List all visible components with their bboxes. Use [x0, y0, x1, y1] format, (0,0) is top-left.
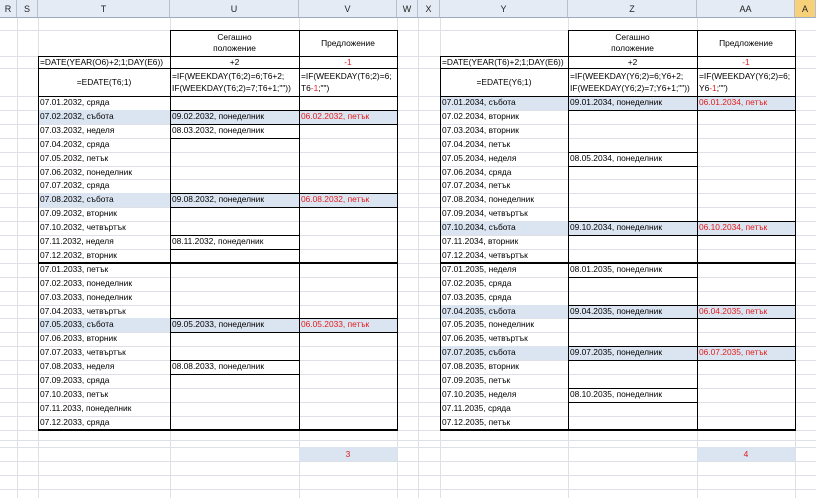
cell-border — [299, 318, 397, 319]
date-cell[interactable]: 07.05.2034, неделя — [442, 152, 517, 163]
date-cell[interactable]: 07.01.2035, неделя — [442, 263, 517, 274]
date-cell[interactable]: 07.02.2032, събота — [38, 110, 170, 124]
date-cell[interactable]: 07.02.2033, понеделник — [40, 277, 132, 288]
cell-border — [299, 110, 397, 111]
date-cell[interactable]: 07.06.2033, вторник — [40, 333, 117, 344]
cell-border — [440, 56, 441, 430]
formula-line — [699, 82, 793, 94]
current-state-cell[interactable]: 08.08.2033, понеделник — [172, 361, 264, 372]
count-cell[interactable]: 4 — [697, 447, 795, 461]
cell-border — [568, 30, 569, 430]
cell-border — [697, 221, 795, 222]
current-state-cell[interactable]: 09.04.2035, понеделник — [568, 305, 697, 319]
cell-border — [697, 346, 795, 347]
date-cell[interactable]: 07.04.2035, събота — [440, 305, 568, 319]
column-header-x[interactable]: X — [418, 0, 440, 18]
cell-border — [38, 96, 398, 97]
date-cell[interactable]: 07.09.2035, петък — [442, 375, 511, 385]
cell-border — [170, 249, 299, 250]
date-cell[interactable]: 07.10.2034, събота — [440, 221, 568, 235]
cell-border — [170, 374, 299, 375]
current-state-cell[interactable]: 09.08.2032, понеделник — [170, 193, 299, 207]
cell-border — [170, 318, 299, 319]
cell-border — [38, 262, 398, 264]
header-current-line2: положение — [213, 43, 256, 53]
cell-border — [568, 388, 697, 389]
proposal-cell[interactable]: 06.01.2034, петък — [697, 96, 795, 110]
cell-border — [38, 56, 398, 57]
header-current-line2: положение — [611, 43, 654, 53]
column-header-y[interactable]: Y — [440, 0, 568, 18]
date-cell[interactable]: 07.08.2032, събота — [38, 193, 170, 207]
cell-border — [568, 402, 697, 403]
cell-border — [440, 96, 796, 97]
date-cell[interactable]: 07.09.2032, вторник — [40, 208, 117, 219]
date-cell[interactable]: 07.05.2032, петък — [40, 152, 109, 163]
formula-line — [301, 82, 395, 94]
gridline — [0, 440, 816, 441]
formula-edate-cell[interactable]: =EDATE(T6;1) — [76, 77, 132, 87]
date-cell[interactable]: 07.08.2034, понеделник — [442, 194, 534, 205]
cell-border — [568, 110, 697, 111]
date-cell[interactable]: 07.05.2033, събота — [38, 318, 170, 332]
date-cell[interactable]: 07.11.2035, сряда — [442, 402, 511, 413]
cell-border — [697, 305, 795, 306]
date-cell[interactable]: 07.03.2035, сряда — [442, 291, 512, 302]
column-header-a[interactable]: A — [795, 0, 816, 18]
date-cell[interactable]: 07.11.2032, неделя — [40, 236, 114, 246]
gridline — [418, 18, 419, 498]
gridline — [0, 447, 816, 448]
cell-border — [170, 193, 299, 194]
formula-token: T6 — [301, 83, 311, 93]
proposal-cell[interactable]: 06.02.2032, петък — [299, 110, 397, 124]
date-cell[interactable]: 07.10.2032, четвъртък — [40, 222, 126, 233]
date-cell[interactable]: 07.01.2033, петък — [40, 263, 109, 274]
formula-if-proposal-cell[interactable] — [697, 68, 795, 96]
cell-border — [440, 429, 796, 431]
date-cell[interactable]: 07.04.2034, петък — [442, 138, 511, 149]
current-state-cell[interactable]: 09.02.2032, понеделник — [170, 110, 299, 124]
cell-border — [299, 30, 300, 430]
date-cell[interactable]: 07.04.2032, сряда — [40, 138, 110, 149]
cell-border — [568, 263, 697, 264]
header-proposal[interactable]: Предложение — [321, 38, 375, 48]
header-current-line1: Сегашно — [615, 32, 650, 42]
current-state-cell[interactable]: 08.10.2035, понеделник — [570, 388, 662, 399]
date-cell[interactable]: 07.11.2033, понеделник — [40, 402, 132, 413]
cell-border — [170, 30, 171, 430]
date-cell[interactable]: 07.09.2033, сряда — [40, 375, 110, 385]
cell-border — [170, 235, 299, 236]
date-cell[interactable]: 07.08.2035, вторник — [442, 361, 519, 372]
current-state-cell[interactable]: 09.10.2034, понеделник — [568, 221, 697, 235]
date-cell[interactable]: 07.07.2035, събота — [440, 346, 568, 360]
cell-border — [440, 56, 796, 57]
gridline — [0, 489, 816, 490]
cell-border — [697, 360, 795, 361]
cell-border — [38, 56, 39, 430]
formula-token: -1 — [709, 83, 717, 93]
cell-border — [697, 235, 795, 236]
column-header-s[interactable]: S — [17, 0, 38, 18]
column-header-w[interactable]: W — [397, 0, 418, 18]
current-state-cell[interactable]: 08.11.2032, понеделник — [172, 236, 264, 246]
cell-border — [170, 332, 299, 333]
cell-border — [568, 221, 697, 222]
cell-border — [568, 235, 697, 236]
date-cell[interactable]: 07.09.2034, четвъртък — [442, 208, 528, 219]
cell-border — [170, 30, 398, 31]
date-cell[interactable]: 07.03.2032, неделя — [40, 124, 115, 135]
date-cell[interactable]: 07.05.2035, понеделник — [442, 319, 534, 330]
date-cell[interactable]: 07.03.2033, понеделник — [40, 291, 132, 302]
date-cell[interactable]: 07.12.2035, петък — [442, 416, 511, 427]
formula-date-cell[interactable]: =DATE(YEAR(O6)+2;1;DAY(E6)) — [40, 57, 164, 67]
date-cell[interactable]: 07.07.2034, петък — [442, 180, 511, 191]
cell-border — [299, 193, 397, 194]
formula-token: ;"") — [716, 83, 728, 93]
date-cell[interactable]: 07.03.2034, вторник — [442, 124, 519, 135]
cell-border — [170, 207, 299, 208]
current-state-cell[interactable]: 09.07.2035, понеделник — [568, 346, 697, 360]
gridline — [0, 475, 816, 476]
formula-token: ;"") — [318, 83, 330, 93]
offset-plus-cell[interactable]: +2 — [627, 57, 638, 67]
date-cell[interactable]: 07.04.2033, четвъртък — [40, 305, 126, 316]
date-cell[interactable]: 07.10.2035, неделя — [442, 388, 517, 399]
header-current-state[interactable] — [170, 30, 299, 56]
formula-line: =IF(WEEKDAY(Y6;2)=6;Y6+2; — [570, 71, 684, 81]
date-cell[interactable]: 07.06.2032, понеделник — [40, 166, 132, 177]
formula-token: -1 — [310, 83, 319, 93]
offset-plus-cell[interactable]: +2 — [229, 57, 240, 67]
cell-border — [568, 346, 697, 347]
cell-border — [697, 318, 795, 319]
date-cell[interactable]: 07.08.2033, неделя — [40, 361, 115, 372]
cell-border — [38, 429, 398, 431]
date-cell[interactable]: 07.12.2034, четвъртък — [442, 249, 528, 260]
current-state-cell[interactable]: 08.03.2032, понеделник — [172, 124, 264, 135]
cell-border — [397, 30, 398, 430]
cell-border — [299, 124, 397, 125]
header-current-line1: Сегашно — [217, 32, 252, 42]
date-cell[interactable]: 07.07.2033, четвъртък — [40, 347, 126, 358]
column-header-u[interactable]: U — [170, 0, 299, 18]
formula-line: IF(WEEKDAY(Y6;2)=7;Y6+1;"")) — [570, 83, 690, 93]
cell-border — [440, 68, 796, 69]
proposal-cell[interactable]: 06.10.2034, петък — [697, 221, 795, 235]
date-cell[interactable]: 07.10.2033, петък — [40, 388, 109, 399]
cell-border — [568, 305, 697, 306]
column-header-z[interactable]: Z — [568, 0, 697, 18]
column-header-r[interactable]: R — [0, 0, 17, 18]
cell-border — [170, 124, 299, 125]
cell-border — [697, 110, 795, 111]
date-cell[interactable]: 07.12.2032, вторник — [40, 249, 117, 260]
formula-if-proposal-cell[interactable] — [299, 68, 397, 96]
formula-if-current-cell[interactable] — [170, 68, 299, 96]
current-state-cell[interactable]: 08.01.2035, понеделник — [570, 263, 662, 274]
formula-edate-cell[interactable]: =EDATE(Y6;1) — [476, 77, 532, 87]
cell-border — [568, 152, 697, 153]
current-state-cell[interactable]: 09.05.2033, понеделник — [170, 318, 299, 332]
current-state-cell[interactable]: 08.05.2034, понеделник — [570, 152, 662, 163]
column-header-aa[interactable]: AA — [697, 0, 795, 18]
header-proposal[interactable]: Предложение — [719, 38, 773, 48]
cell-border — [170, 360, 299, 361]
formula-date-cell[interactable]: =DATE(YEAR(T6)+2;1;DAY(E6)) — [442, 57, 564, 67]
proposal-cell[interactable]: 06.04.2035, петък — [697, 305, 795, 319]
date-cell[interactable]: 07.06.2034, сряда — [442, 166, 512, 177]
cell-border — [38, 68, 398, 69]
offset-minus-cell[interactable]: -1 — [742, 57, 750, 67]
cell-border — [299, 332, 397, 333]
column-header-t[interactable]: T — [38, 0, 170, 18]
formula-if-current-cell[interactable] — [568, 68, 697, 96]
formula-line: =IF(WEEKDAY(T6;2)=6;T6+2; — [172, 71, 285, 81]
cell-border — [568, 360, 697, 361]
cell-border — [697, 30, 698, 430]
cell-border — [568, 318, 697, 319]
date-cell[interactable]: 07.11.2034, вторник — [442, 236, 519, 246]
proposal-cell[interactable]: 06.07.2035, петък — [697, 346, 795, 360]
proposal-cell[interactable]: 06.08.2032, петък — [299, 193, 397, 207]
date-cell[interactable]: 07.02.2034, вторник — [442, 110, 519, 121]
cell-border — [568, 166, 697, 167]
proposal-cell[interactable]: 06.05.2033, петък — [299, 318, 397, 332]
cell-border — [795, 30, 796, 430]
date-cell[interactable]: 07.12.2033, сряда — [40, 416, 110, 427]
formula-line: =IF(WEEKDAY(Y6;2)=6; — [699, 71, 791, 81]
header-current-state[interactable] — [568, 30, 697, 56]
date-cell[interactable]: 07.01.2034, събота — [440, 96, 568, 110]
current-state-cell[interactable]: 09.01.2034, понеделник — [568, 96, 697, 110]
date-cell[interactable]: 07.02.2035, сряда — [442, 277, 512, 288]
cell-border — [170, 138, 299, 139]
formula-line: =IF(WEEKDAY(T6;2)=6; — [301, 71, 392, 81]
formula-token: Y6 — [699, 83, 710, 93]
column-header-v[interactable]: V — [299, 0, 397, 18]
cell-border — [568, 277, 697, 278]
cell-border — [299, 207, 397, 208]
date-cell[interactable]: 07.01.2032, сряда — [40, 97, 110, 107]
formula-line: IF(WEEKDAY(T6;2)=7;T6+1;"")) — [172, 83, 291, 93]
date-cell[interactable]: 07.06.2035, четвъртък — [442, 333, 528, 344]
cell-border — [568, 30, 796, 31]
offset-minus-cell[interactable]: -1 — [344, 57, 352, 67]
cell-border — [170, 110, 299, 111]
gridline — [17, 18, 18, 498]
date-cell[interactable]: 07.07.2032, сряда — [40, 180, 110, 191]
gridline — [0, 461, 816, 462]
count-cell[interactable]: 3 — [299, 447, 397, 461]
